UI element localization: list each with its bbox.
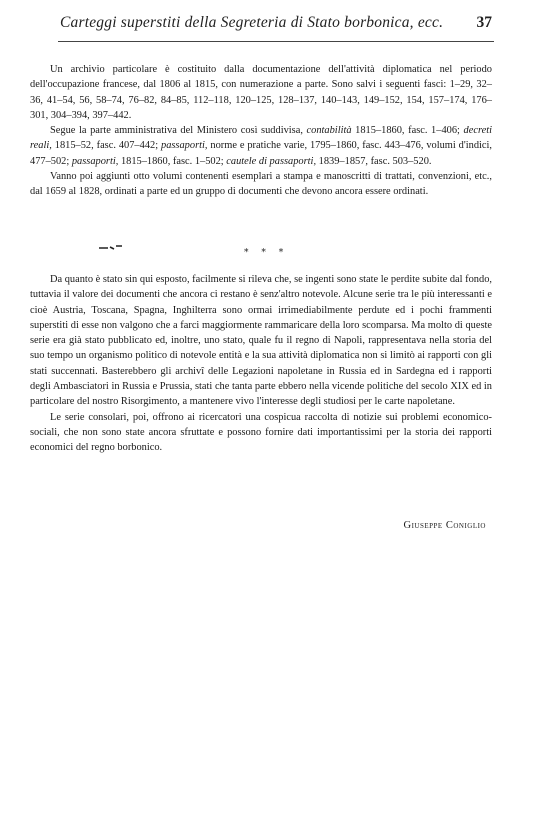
- author-signature: Giuseppe Coniglio: [403, 520, 486, 531]
- text-run: norme e pratiche varie, 1795–1860, fasc. 443–476, volumi d'indici, 477–502;: [30, 140, 492, 167]
- italic-term: cautele di passaporti,: [226, 155, 317, 167]
- paragraph: [30, 62, 492, 123]
- body-text-part1: [30, 62, 492, 200]
- text-run: Le serie consolari, poi, offrono ai ricercatori una cospicua raccolta di notizie sui problemi economico-sociali, che non sono state ancora sfruttate e possono fornire dati importantissimi per la storia dei rapporti economici del regno borbonico.: [30, 411, 492, 454]
- text-run: Un archivio particolare è costituito dalla documentazione dell'attività diplomatica nel periodo dell'occupazione francese, dal 1806 al 1815, con numerazione a parte. Sono salvi i seguenti fasci: 1–29, 32–36, 41–54, 56, 58–74, 76–82, 84–85, 112–118, 120–125, 128–137, 140–143, 149–152, 154, 157–174, 176–301, 304–394, 397–442.: [30, 64, 492, 121]
- text-run: 1815–52, fasc. 407–442;: [51, 140, 161, 152]
- body-text-part2: [30, 272, 492, 456]
- text-run: Da quanto è stato sin qui esposto, facilmente si rileva che, se ingenti sono state le perdite subite dal fondo, tuttavia il valore dei documenti che ancora ci restano è senz'altro notevole. Alcune serie tra le più interessanti e cioè Austria, Toscana, Spagna, Inghilterra sono ormai irrimediabilmente perdute ed i pochi frammenti superstiti di esse non valgono che a farci maggiormente rammaricare della loro scomparsa. Ma molto di queste serie era già stato pubblicato ed, inoltre, uno stato, quale fu il regno di Napoli, rappresentava nella storia del suo tempo un organismo politico di notevole entità e la sua attività diplomatica non si limitò ai rapporti con gli stati succennati. Basterebbero gli archivî delle Legazioni napoletane in Russia ed in Sardegna ed i rapporti degli Ambasciatori in Russia e Prussia, stati che tanta parte ebbero nella vicende politiche del secolo XIX ed in particolare del nostro Risorgimento, a mantenere vivo l'interesse degli studiosi per le carte napoletane.: [30, 274, 492, 408]
- italic-term: passaporti,: [71, 155, 119, 167]
- running-header: [60, 12, 490, 36]
- text-run: 1815–1860, fasc. 1–502;: [118, 155, 227, 167]
- paragraph: [30, 410, 492, 456]
- text-run: Segue la parte amministrativa del Ministero così suddivisa,: [50, 125, 307, 137]
- running-title: Carteggi superstiti della Segreteria di Stato borbonica, ecc.: [60, 14, 444, 31]
- text-run: 1815–1860, fasc. 1–406;: [351, 125, 464, 137]
- italic-term: contabilità: [306, 125, 352, 137]
- page-number: 37: [476, 14, 492, 31]
- italic-term: passaporti,: [161, 140, 208, 152]
- paragraph: [30, 169, 492, 200]
- text-run: Vanno poi aggiunti otto volumi contenenti esemplari a stampa e manoscritti di trattati, convenzioni, etc., dal 1659 al 1828, ordinati a parte ed un gruppo di documenti che devono ancora essere ordinati.: [30, 171, 492, 198]
- pen-mark: [98, 244, 124, 252]
- paragraph: [30, 123, 492, 169]
- paragraph: [30, 272, 492, 410]
- italic-term: decreti reali,: [30, 125, 492, 152]
- section-separator: * * *: [244, 248, 289, 258]
- text-run: 1839–1857, fasc. 503–520.: [316, 155, 432, 167]
- header-rule: [58, 41, 494, 42]
